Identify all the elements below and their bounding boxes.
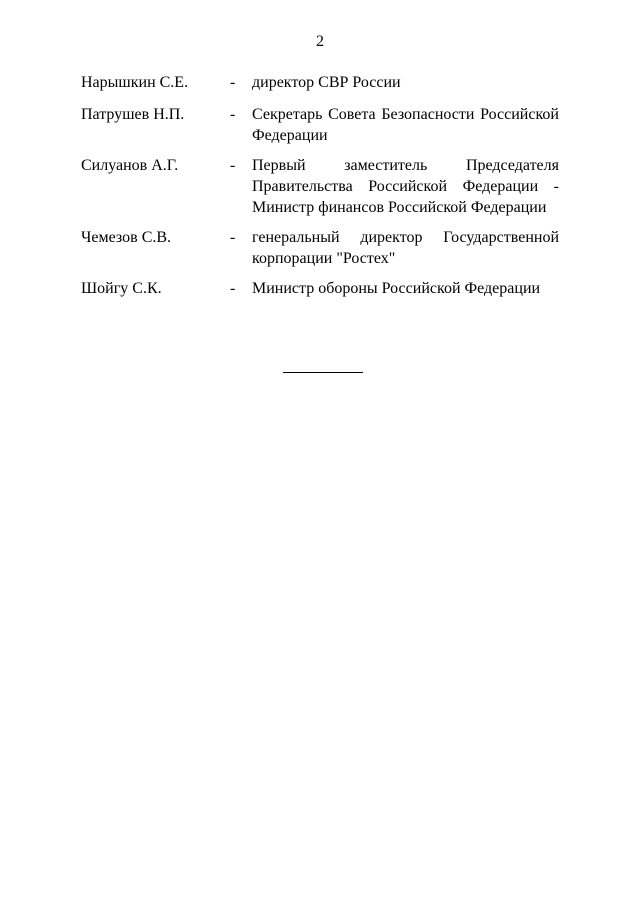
member-role: директор СВР России [252,74,401,91]
member-name: Шойгу С.К. [81,280,162,297]
member-dash: - [230,157,236,174]
member-name: Чемезов С.В. [81,229,172,246]
page-number: 2 [316,33,324,50]
member-name: Силуанов А.Г. [81,157,179,174]
member-name: Патрушев Н.П. [81,106,185,123]
member-name: Нарышкин С.Е. [81,74,189,91]
member-role: Секретарь Совета Безопасности Российской Федерации [252,106,559,144]
end-divider-line [283,372,363,373]
member-dash: - [230,106,236,123]
member-dash: - [230,280,236,297]
member-role: генеральный директор Государственной корпорации "Ростех" [252,229,559,267]
member-role: Министр обороны Российской Федерации [252,280,541,297]
member-dash: - [230,74,236,91]
member-dash: - [230,229,236,246]
member-role: Первый заместитель Председателя Правительства Российской Федерации - Министр финансов Российской Федерации [252,157,559,216]
